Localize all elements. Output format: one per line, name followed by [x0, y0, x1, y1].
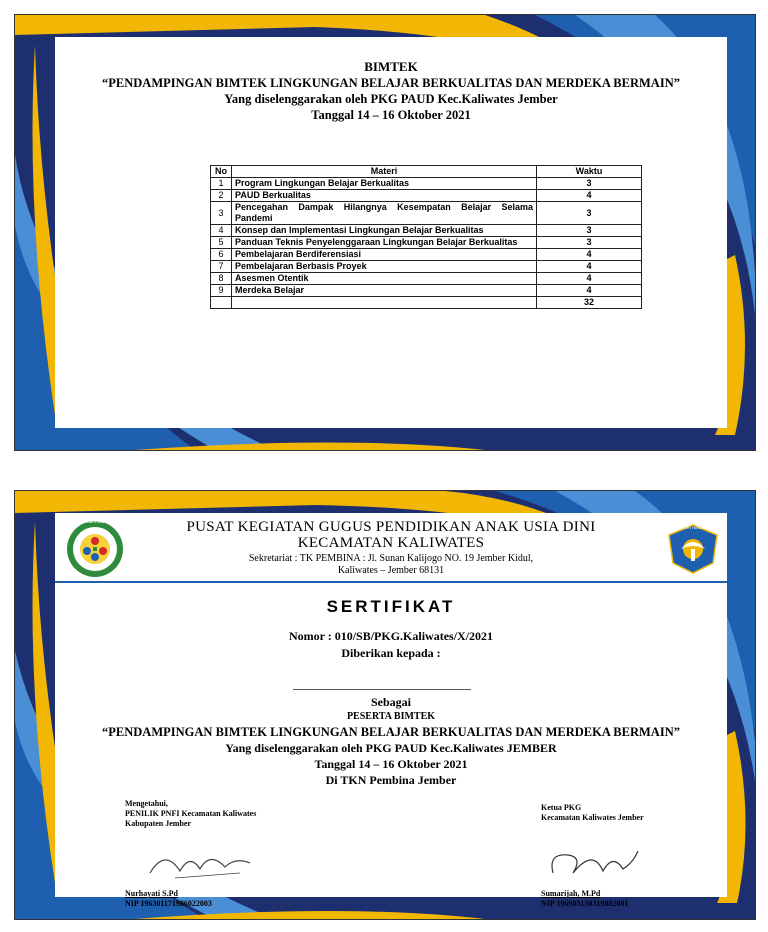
table-row	[211, 202, 642, 225]
table-row	[211, 237, 642, 249]
row-materi: Konsep dan Implementasi Lingkungan Belajar Berkualitas	[232, 225, 537, 237]
schedule-title: BIMTEK	[364, 59, 418, 74]
row-waktu: 4	[537, 249, 642, 261]
as-label: Sebagai	[370, 695, 411, 709]
row-waktu: 3	[537, 237, 642, 249]
event-organizer: Yang diselenggarakan oleh PKG PAUD Kec.Kaliwates JEMBER	[225, 741, 557, 755]
sign-left-line1: Mengetahui,	[125, 799, 168, 808]
row-waktu: 3	[537, 202, 642, 225]
org-name-line2: KECAMATAN KALIWATES	[297, 535, 485, 551]
row-materi: Pencegahan Dampak Hilangnya Kesempatan Belajar Selama Pandemi	[232, 202, 537, 225]
row-no: 5	[211, 237, 232, 249]
table-row	[211, 225, 642, 237]
row-waktu: 4	[537, 273, 642, 285]
row-materi: Program Lingkungan Belajar Berkualitas	[232, 178, 537, 190]
sign-left-line3: Kabupaten Jember	[125, 819, 191, 828]
schedule-organizer: Yang diselenggarakan oleh PKG PAUD Kec.Kaliwates Jember	[224, 92, 558, 106]
org-name-line1: PUSAT KEGIATAN GUGUS PENDIDIKAN ANAK USIA DINI	[186, 519, 596, 535]
row-materi: Pembelajaran Berdiferensiasi	[232, 249, 537, 261]
header-materi: Materi	[232, 166, 537, 178]
schedule-subtitle: “PENDAMPINGAN BIMTEK LINGKUNGAN BELAJAR BERKUALITAS DAN MERDEKA BERMAIN”	[102, 76, 680, 90]
table-row	[211, 249, 642, 261]
row-no: 7	[211, 261, 232, 273]
org-address-line2: Kaliwates – Jember 68131	[337, 565, 445, 576]
certificate-content	[55, 513, 727, 908]
row-no: 4	[211, 225, 232, 237]
row-materi: Pembelajaran Berbasis Proyek	[232, 261, 537, 273]
signature-right-scribble-icon	[543, 843, 643, 887]
schedule-page	[14, 14, 756, 451]
row-no: 6	[211, 249, 232, 261]
sign-right-line2: Kecamatan Kaliwates Jember	[541, 813, 644, 822]
row-waktu: 4	[537, 285, 642, 297]
row-waktu: 4	[537, 190, 642, 202]
row-waktu: 3	[537, 178, 642, 190]
header-waktu: Waktu	[537, 166, 642, 178]
row-no: 8	[211, 273, 232, 285]
table-row	[211, 261, 642, 273]
table-row	[211, 273, 642, 285]
event-title: “PENDAMPINGAN BIMTEK LINGKUNGAN BELAJAR BERKUALITAS DAN MERDEKA BERMAIN”	[102, 725, 680, 739]
row-waktu: 4	[537, 261, 642, 273]
sign-left-name: Nurhayati S.Pd	[125, 889, 178, 898]
sign-right-line1: Ketua PKG	[541, 803, 582, 812]
row-materi: Merdeka Belajar	[232, 285, 537, 297]
event-date: Tanggal 14 – 16 Oktober 2021	[314, 757, 468, 771]
certificate-number: Nomor : 010/SB/PKG.Kaliwates/X/2021	[288, 629, 494, 643]
row-materi: Asesmen Otentik	[232, 273, 537, 285]
row-materi: Panduan Teknis Penyelenggaraan Lingkungan Belajar Berkualitas	[232, 237, 537, 249]
schedule-table	[210, 165, 642, 309]
row-no: 2	[211, 190, 232, 202]
header-divider	[55, 581, 727, 583]
table-row	[211, 285, 642, 297]
row-materi: PAUD Berkualitas	[232, 190, 537, 202]
total-waktu: 32	[537, 297, 642, 309]
schedule-content	[55, 37, 727, 428]
event-place: Di TKN Pembina Jember	[325, 773, 457, 787]
certificate-heading: SERTIFIKAT	[326, 597, 456, 616]
row-no: 3	[211, 202, 232, 225]
sign-right-name: Sumarijah, M.Pd	[541, 889, 601, 898]
table-header-row	[211, 166, 642, 178]
schedule-date: Tanggal 14 – 16 Oktober 2021	[311, 108, 471, 122]
row-waktu: 3	[537, 225, 642, 237]
row-no: 9	[211, 285, 232, 297]
recipient-name-line	[293, 689, 471, 690]
sign-right-nip: NIP 196903150319882001	[541, 899, 629, 908]
given-to-label: Diberikan kepada :	[341, 646, 441, 660]
signature-right	[541, 803, 721, 823]
org-address-line1: Sekretariat : TK PEMBINA : Jl. Sunan Kalijogo NO. 19 Jember Kidul,	[248, 553, 534, 564]
signature-left	[125, 799, 325, 829]
tut-wuri-handayani-logo-text: TUT WURI HANDAYANI	[671, 525, 715, 530]
pkg-paud-logo-text: PKG-PAUD	[81, 519, 109, 525]
table-row	[211, 190, 642, 202]
table-total-row	[211, 297, 642, 309]
sign-left-line2: PENILIK PNFI Kecamatan Kaliwates	[125, 809, 257, 818]
table-row	[211, 178, 642, 190]
sign-left-nip: NIP 196301171986022003	[125, 899, 212, 908]
signature-left-name-block	[125, 889, 325, 909]
header-no: No	[211, 166, 232, 178]
participant-role: PESERTA BIMTEK	[346, 711, 436, 722]
row-no: 1	[211, 178, 232, 190]
signature-right-name-block	[541, 889, 721, 909]
signature-left-scribble-icon	[145, 843, 255, 883]
certificate-page	[14, 490, 756, 920]
